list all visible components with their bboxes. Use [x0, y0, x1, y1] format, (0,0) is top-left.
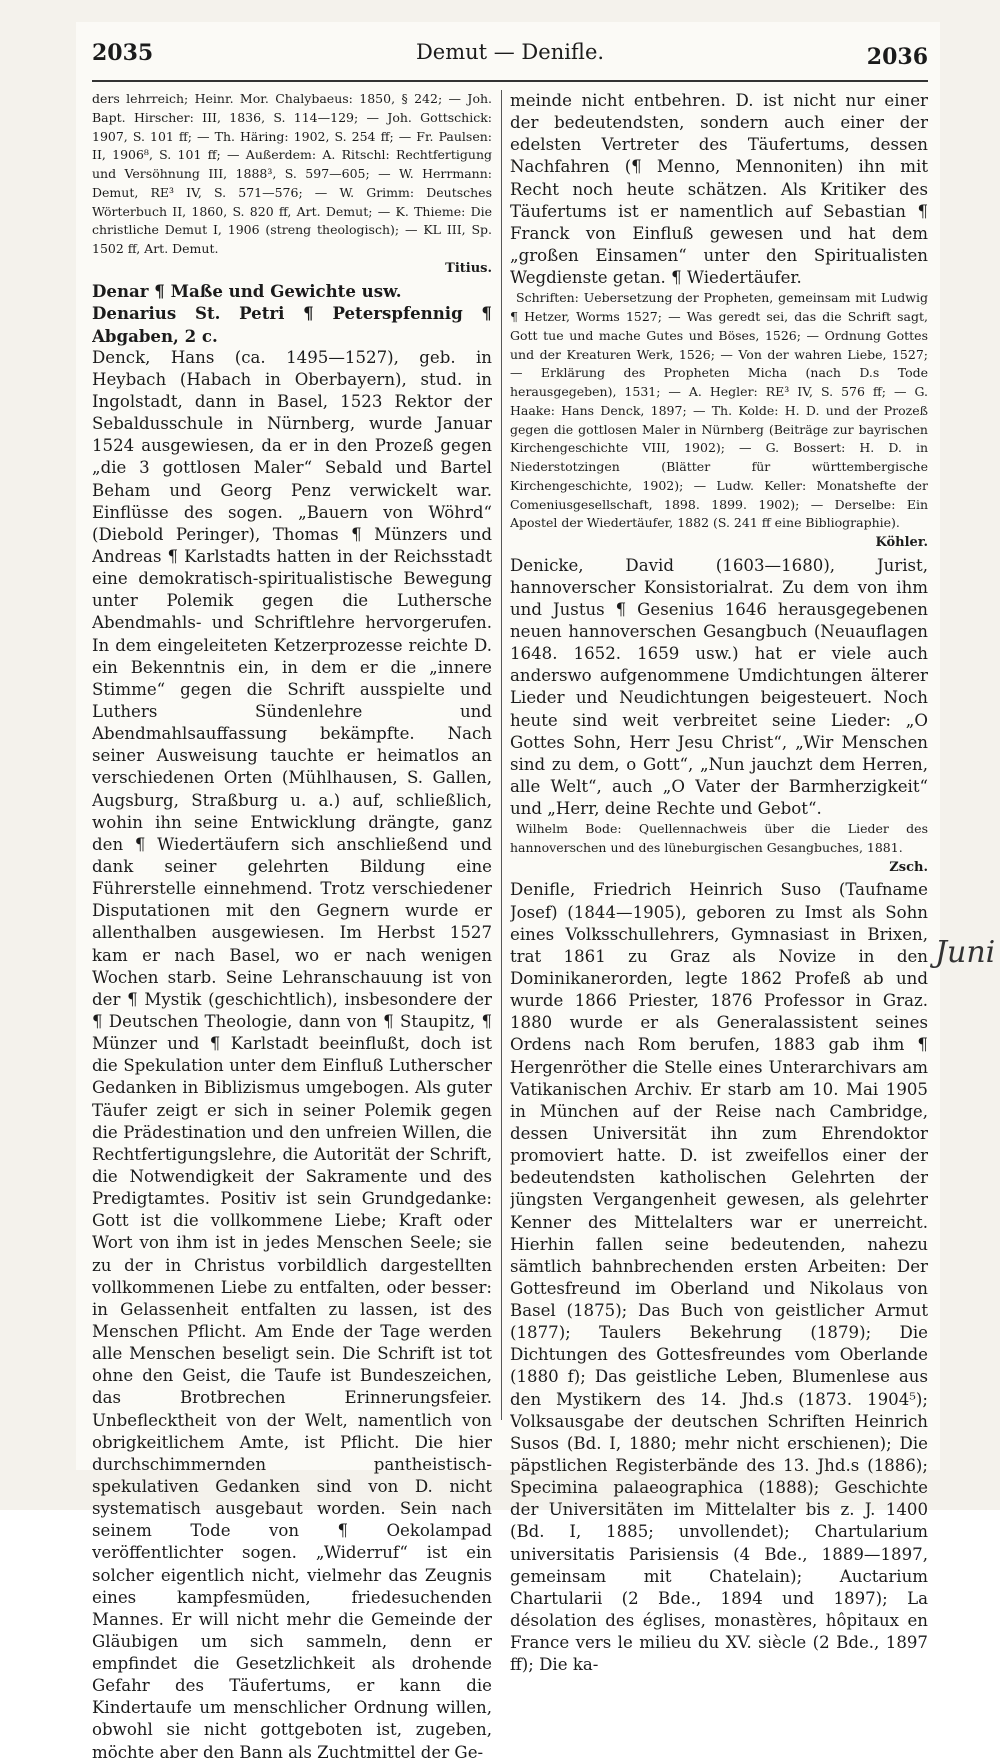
left-column [92, 90, 492, 1764]
literature-denck: Schriften: Uebersetzung der Propheten, gemeinsam mit Ludwig ¶ Hetzer, Worms 1527; — Was geredt sei, das die Schrift sagt, Gott tue und mache Gutes und Böses, 1526; — Ordnung Gottes und der Kreaturen Werk, 1526; — Von der wahren Liebe, 1527; — Erklärung des Propheten Micha (nach D.s Tode herausgegeben), 1531; — A. Hegler: RE³ IV, S. 576 ff; — G. Haake: Hans Denck, 1897; — Th. Kolde: H. D. und der Prozeß gegen die gottlosen Maler in Nürnberg (Beiträge zur bayrischen Kirchengeschichte VIII, 1902); — G. Bossert: H. D. in Niederstotzingen (Blätter für württembergische Kirchengeschichte, 1902); — Ludw. Keller: Monatshefte der Comeniusgesellschaft, 1898. 1899. 1902); — Derselbe: Ein Apostel der Wiedertäufer, 1882 (S. 241 ff eine Bibliographie). [510, 290, 928, 531]
entry-denar: Denar ¶ Maße und Gewichte usw. [92, 281, 402, 302]
entry-denck-continued: meinde nicht entbehren. D. ist nicht nur einer der bedeutendsten, sondern auch einer der edelsten Vertreter des Täufertums, dessen Nachfahren (¶ Menno, Mennoniten) ihn mit Recht noch heute schätzen. Als Kritiker des Täufertums ist er namentlich auf Sebastian ¶ Franck von Einfluß gewesen und hat dem „großen Einsamen“ unter den Spiritualisten Wegdienste getan. ¶ Wiedertäufer. [510, 91, 928, 288]
entry-denifle: Denifle, Friedrich Heinrich Suso (Taufname Josef) (1844—1905), geboren zu Imst als Sohn eines Volksschullehrers, Gymnasiast in Brixen, trat 1861 zu Graz als Novize in den Dominikanerorden, legte 1862 Profeß ab und wurde 1866 Priester, 1876 Professor in Graz. 1880 wurde er als Generalassistent seines Ordens nach Rom berufen, 1883 gab ihm ¶ Hergenröther die Stelle eines Unterarchivars am Vatikanischen Archiv. Er starb am 10. Mai 1905 in München auf der Reise nach Cambridge, dessen Universität ihn zum Ehrendoktor promoviert hatte. D. ist zweifellos einer der bedeutendsten katholischen Gelehrten der jüngsten Vergangenheit gewesen, als gelehrter Kenner des Mittelalters war er unerreicht. Hierhin fallen seine bedeutenden, nahezu sämtlich bahnbrechenden ersten Arbeiten: Der Gottesfreund im Oberland und Nikolaus von Basel (1875); Das Buch von geistlicher Armut (1877); Taulers Bekehrung (1879); Die Dichtungen des Gottesfreundes vom Oberlande (1880 f); Das geistliche Leben, Blumenlese aus den Mystikern des 14. Jhd.s (1873. 1904⁵); Volksausgabe der deutschen Schriften Heinrich Susos (Bd. I, 1880; mehr nicht erschienen); Die päpstlichen Registerbände des 13. Jhd.s (1886); Specimina palaeographica (1888); Geschichte der Universitäten im Mittelalter bis z. J. 1400 (Bd. I, 1885; unvollendet); Chartularium universitatis Parisiensis (4 Bde., 1889—1897, gemeinsam mit Chatelain); Auctarium Chartularii (2 Bde., 1894 und 1897); La désolation des églises, monastères, hôpitaux en France vers le milieu du XV. siècle (2 Bde., 1897 ff); Die ka- [510, 880, 928, 1675]
author-signature: Köhler. [875, 535, 928, 551]
page-number-left: 2035 [92, 40, 154, 66]
handwritten-margin-note: Juni [935, 935, 996, 970]
right-column [510, 90, 928, 1676]
page-header [92, 34, 928, 74]
page-number-right: 2036 [866, 44, 928, 70]
entry-denicke: Denicke, David (1603—1680), Jurist, hannoverscher Konsistorialrat. Zu dem von ihm und Justus ¶ Gesenius 1646 herausgegebenen neuen hannoverschen Gesangbuch (Neuauflagen 1648. 1652. 1659 usw.) hat er viele auch anderswo aufgenommene Umdichtungen älterer Lieder und Neudichtungen beigesteuert. Noch heute sind weit verbreitet seine Lieder: „O Gottes Sohn, Herr Jesu Christ“, „Wir Menschen sind zu dem, o Gott“, „Nun jauchzt dem Herren, alle Welt“, auch „O Vater der Barmherzigkeit“ und „Herr, deine Rechte und Gebot“. [510, 555, 928, 819]
entry-denarius: Denarius St. Petri ¶ Peterspfennig ¶ Abgaben, 2 c. [92, 303, 492, 346]
author-signature: Zsch. [889, 859, 928, 875]
entry-denck: Denck, Hans (ca. 1495—1527), geb. in Heybach (Habach in Oberbayern), stud. in Ingolstadt, dann in Basel, 1523 Rektor der Sebaldusschule in Nürnberg, wurde Januar 1524 ausgewiesen, da er in den Prozeß gegen „die 3 gottlosen Maler“ Sebald und Bartel Beham und Georg Penz verwickelt war. Einflüsse des sogen. „Bauern von Wöhrd“ (Diebold Peringer), Thomas ¶ Münzers und Andreas ¶ Karlstadts hatten in der Reichsstadt eine demokratisch-spiritualistische Bewegung unter Polemik gegen die Luthersche Abendmahls- und Schriftlehre hervorgerufen. In dem eingeleiteten Ketzerprozesse reichte D. ein Bekenntnis ein, in dem er die „innere Stimme“ gegen die Schrift ausspielte und Luthers Sündenlehre und Abendmahlsauffassung bekämpfte. Nach seiner Ausweisung tauchte er heimatlos an verschiedenen Orten (Mühlhausen, S. Gallen, Augsburg, Straßburg u. a.) auf, schließlich, wohin ihn seine Entwicklung drängte, ganz den ¶ Wiedertäufern sich anschließend und dank seiner gelehrten Bildung eine Führerstelle einnehmend. Trotz verschiedener Disputationen mit den Gegnern wurde er allenthalben ausgewiesen. Im Herbst 1527 kam er nach Basel, wo er nach wenigen Wochen starb. Seine Lehranschauung ist von der ¶ Mystik (geschichtlich), insbesondere der ¶ Deutschen Theologie, dann von ¶ Staupitz, ¶ Münzer und ¶ Karlstadt beeinflußt, doch ist die Spekulation unter dem Einfluß Lutherscher Gedanken in Biblizismus umgebogen. Als guter Täufer zeigt er sich in seiner Polemik gegen die Prädestination und den unfreien Willen, die Rechtfertigungslehre, die Autorität der Schrift, die Notwendigkeit der Sakramente und des Predigtamtes. Positiv ist sein Grundgedanke: Gott ist die vollkommene Liebe; Kraft oder Wort von ihm ist in jedes Menschen Seele; sie zu der in Christus vorbildlich dargestellten vollkommenen Liebe zu entfalten, oder besser: in Gelassenheit entfalten zu lassen, ist des Menschen Pflicht. Am Ende der Tage werden alle Menschen beseligt sein. Die Schrift ist tot ohne den Geist, die Taufe ist Bundeszeichen, das Brotbrechen Erinnerungsfeier. Unbeflecktheit von der Welt, namentlich von obrigkeitlichem Amte, ist Pflicht. Die hier durchschimmernden pantheistisch-spekulativen Gedanken sind von D. nicht systematisch ausgebaut worden. Sein nach seinem Tode von ¶ Oekolampad veröffentlichter sogen. „Widerruf“ ist ein solcher eigentlich nicht, vielmehr das Zeugnis eines kampfesmüden, friedesuchenden Mannes. Er will nicht mehr die Gemeinde der Gläubigen um sich sammeln, denn er empfindet die Gesetzlichkeit als drohende Gefahr des Täufertums, er kann die Kindertaufe um menschlicher Ordnung willen, obwohl sie nicht gottgeboten ist, zugeben, möchte aber den Bann als Zuchtmittel der Ge- [92, 347, 492, 1762]
header-rule [92, 80, 928, 82]
literature-denicke: Wilhelm Bode: Quellennachweis über die Lieder des hannoverschen und des lüneburgischen Gesangbuches, 1881. [510, 821, 928, 856]
column-divider [501, 90, 502, 1420]
author-signature: Titius. [445, 260, 492, 276]
literature-demut: ders lehrreich; Heinr. Mor. Chalybaeus: 1850, § 242; — Joh. Bapt. Hirscher: III, 1836, S. 114—129; — Joh. Gottschick: 1907, S. 101 ff; — Th. Häring: 1902, S. 254 ff; — Fr. Paulsen: II, 1906⁸, S. 101 ff; — Außerdem: A. Ritschl: Rechtfertigung und Versöhnung III, 1888³, S. 597—605; — W. Herrmann: Demut, RE³ IV, S. 571—576; — W. Grimm: Deutsches Wörterbuch II, 1860, S. 820 ff, Art. Demut; — K. Thieme: Die christliche Demut I, 1906 (streng theologisch); — KL III, Sp. 1502 ff, Art. Demut. [92, 91, 492, 256]
running-title: Demut — Denifle. [415, 40, 605, 64]
